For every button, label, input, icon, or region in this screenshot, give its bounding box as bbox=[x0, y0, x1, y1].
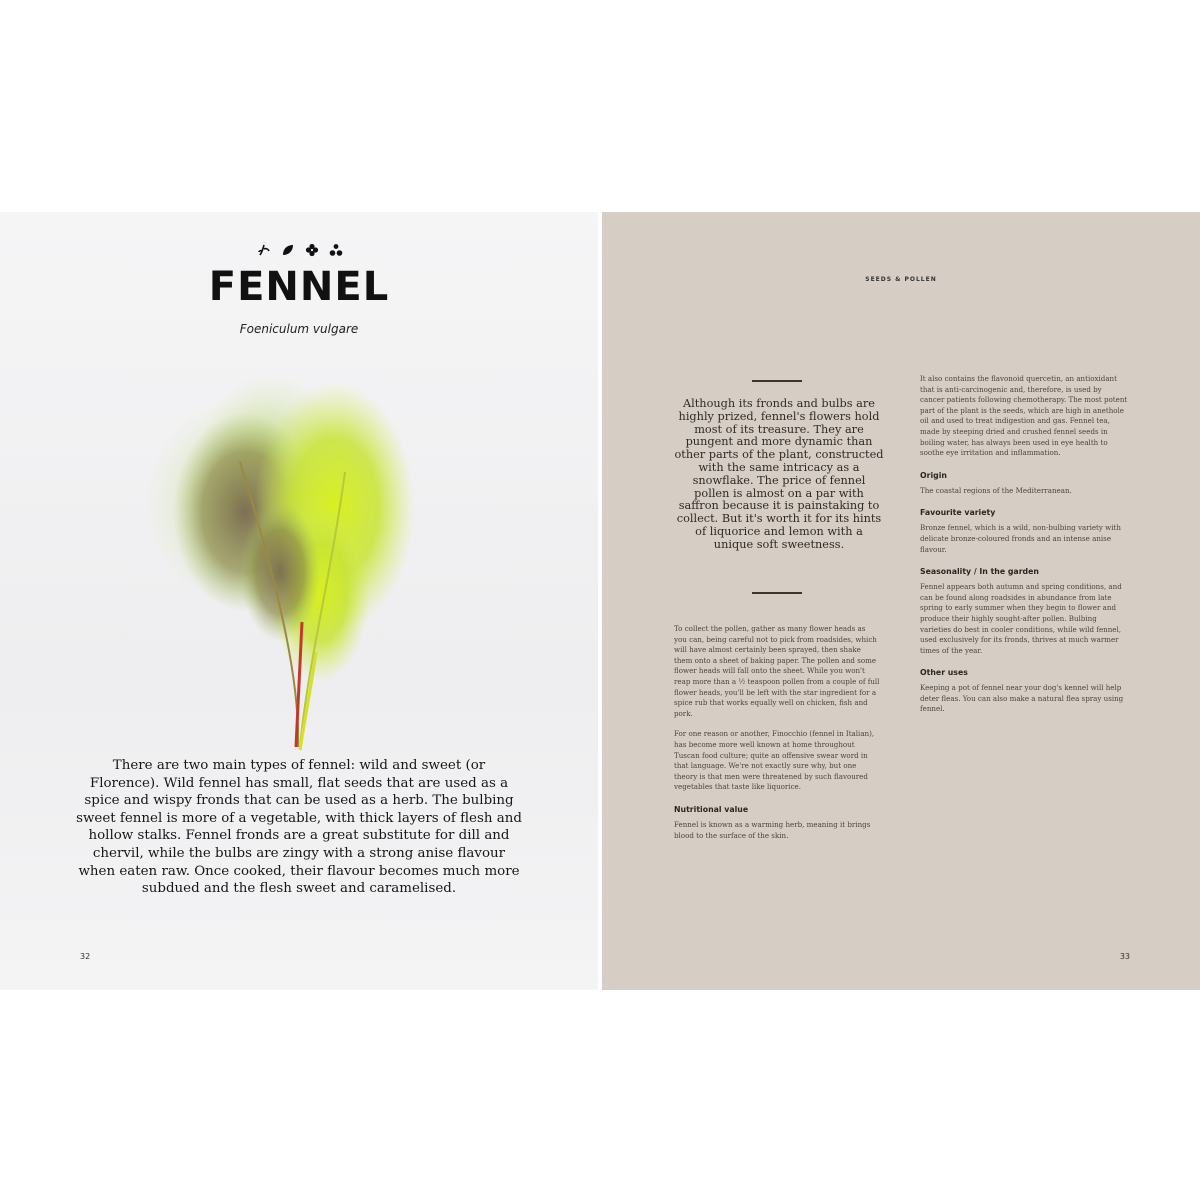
subheading-seasonality: Seasonality / In the garden bbox=[920, 567, 1039, 577]
subheading-other-uses: Other uses bbox=[920, 668, 968, 678]
body-paragraph: For one reason or another, Finocchio (fennel in Italian), has become more well known at home throughout Tuscan food culture; quite an offensive swear word in that language. We're not exactly sure why, but one theory is that men were threatened by such flavoured vegetables that taste like liquorice. bbox=[674, 729, 875, 792]
nutritional-text: Fennel is known as a warming herb, meaning it brings blood to the surface of the skin. bbox=[674, 819, 871, 840]
body-column-right bbox=[920, 374, 1128, 725]
seasonality-text: Fennel appears both autumn and spring conditions, and can be found along roadsides in abundance from late spring to early summer when they begin to flower and produce their highly sought-after pollen. Bulbing varieties do best in cooler conditions, while wild fennel, used exclusively for its fronds, thrives at much warmer times of the year. bbox=[920, 582, 1122, 655]
subheading-nutritional-value: Nutritional value bbox=[674, 804, 749, 814]
leaf-icon bbox=[281, 243, 295, 257]
right-page bbox=[602, 212, 1200, 990]
bulb-icon bbox=[329, 243, 343, 257]
pullquote-rule-bottom bbox=[752, 592, 802, 594]
body-paragraph: To collect the pollen, gather as many flower heads as you can, being careful not to pick from roadsides, which will have almost certainly been sprayed, then shake them onto a sheet of baking paper. The pollen and some flower heads will fall onto the sheet. While you won't reap more than a ½ teaspoon pollen from a couple of full flower heads, you'll be left with the star ingredient for a spice rub that works equally well on chicken, fish and pork. bbox=[674, 624, 880, 718]
page-number-right: 33 bbox=[1119, 952, 1130, 961]
body-column-left bbox=[674, 624, 880, 851]
category-icons bbox=[250, 240, 350, 260]
subheading-favourite-variety: Favourite variety bbox=[920, 508, 996, 518]
left-page bbox=[0, 212, 598, 990]
flower-icon bbox=[305, 243, 319, 257]
other-uses-text: Keeping a pot of fennel near your dog's kennel will help deter fleas. You can also make a natural flea spray using fennel. bbox=[920, 683, 1124, 714]
pullquote-rule-top bbox=[752, 380, 802, 382]
intro-paragraph: There are two main types of fennel: wild and sweet (or Florence). Wild fennel has small, flat seeds that are used as a spice and wispy fronds that can be used as a herb. The bulbing sweet fennel is more of a vegetable, with thick layers of flesh and hollow stalks. Fennel fronds are a great substitute for dill and chervil, while the bulbs are zingy with a strong anise flavour when eaten raw. Once cooked, their flavour becomes much more subdued and the flesh sweet and caramelised. bbox=[76, 758, 522, 897]
book-spread bbox=[0, 212, 1200, 990]
body-paragraph: It also contains the flavonoid quercetin, an antioxidant that is anti-carcinogenic and, therefore, is used by cancer patients following chemotherapy. The most potent part of the plant is the seeds, which are high in anethole oil and used to treat indigestion and gas. Fennel tea, made by steeping dried and crushed fennel seeds in boiling water, has always been used in eye health to soothe eye irritation and inflammation. bbox=[920, 374, 1128, 458]
page-number-left: 32 bbox=[80, 952, 91, 961]
subheading-origin: Origin bbox=[920, 470, 947, 480]
pullquote: Although its fronds and bulbs are highly prized, fennel's flowers hold most of its treasure. They are pungent and more dynamic than other parts of the plant, constructed with the same intricacy as a snowflake. The price of fennel pollen is almost on a par with saffron because it is painstaking to collect. But it's worth it for its hints of liquorice and lemon with a unique soft sweetness. bbox=[674, 397, 884, 551]
variety-text: Bronze fennel, which is a wild, non-bulbing variety with delicate bronze-coloured fronds and an intense anise flavour. bbox=[920, 523, 1121, 554]
origin-text: The coastal regions of the Mediterranean. bbox=[920, 485, 1072, 495]
running-head: SEEDS & POLLEN bbox=[865, 276, 937, 283]
seed-icon bbox=[257, 243, 271, 257]
fennel-fronds-photo bbox=[130, 362, 470, 752]
latin-name: Foeniculum vulgare bbox=[239, 322, 359, 336]
page-title: FENNEL bbox=[208, 264, 390, 310]
